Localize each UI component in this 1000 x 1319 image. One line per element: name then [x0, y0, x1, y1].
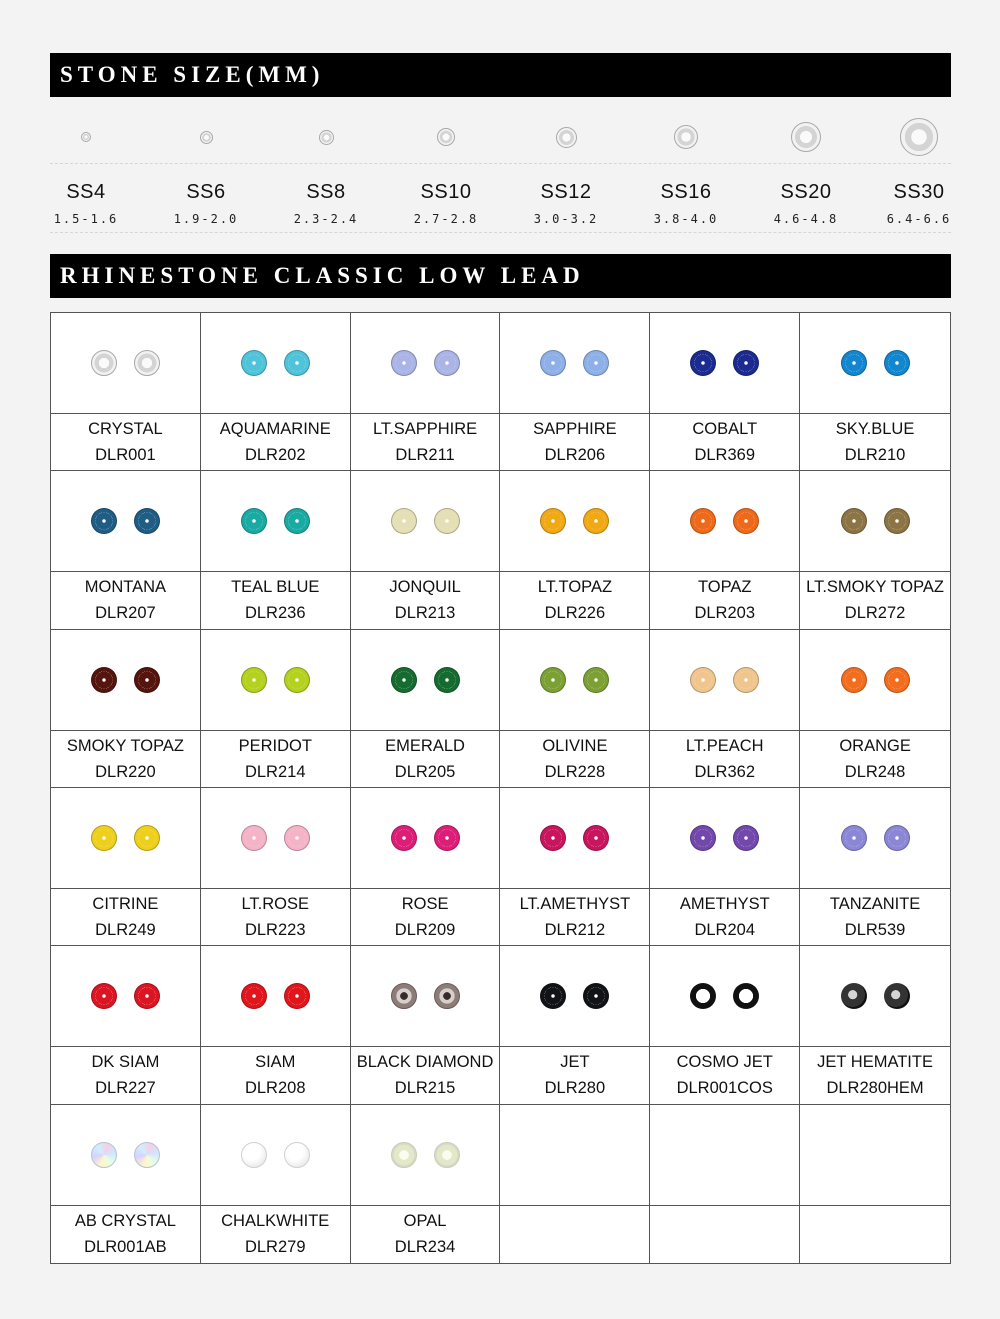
color-code: DLR369	[694, 446, 756, 465]
rhinestone-icon	[134, 825, 160, 851]
color-label	[51, 1047, 200, 1103]
rhinestone-icon	[134, 667, 160, 693]
rhinestone-icon	[791, 122, 821, 152]
size-label: SS12	[540, 181, 592, 203]
color-chart-grid	[50, 312, 951, 1264]
color-label	[51, 572, 200, 628]
color-code: DLR210	[844, 446, 906, 465]
color-code: DLR205	[394, 762, 456, 781]
color-cell-dlr212	[500, 788, 650, 946]
stone-swatch	[201, 313, 350, 414]
size-stone	[674, 110, 698, 164]
rhinestone-icon	[391, 983, 417, 1009]
color-cell-dlr220	[51, 630, 201, 788]
color-label	[650, 731, 799, 787]
size-item-ss10	[386, 110, 506, 235]
color-name: LT.SMOKY TOPAZ	[806, 578, 944, 597]
color-label	[351, 414, 500, 470]
color-code: DLR212	[544, 921, 606, 940]
rhinestone-icon	[583, 508, 609, 534]
color-name: LT.AMETHYST	[519, 895, 631, 914]
color-label	[650, 414, 799, 470]
color-name: COBALT	[692, 420, 758, 439]
rhinestone-icon	[583, 667, 609, 693]
color-cell-dlr362	[650, 630, 800, 788]
size-stone	[900, 110, 938, 164]
color-name: LT.SAPPHIRE	[372, 420, 478, 439]
rhinestone-icon	[434, 825, 460, 851]
color-code: DLR362	[694, 762, 756, 781]
rhinestone-icon	[241, 667, 267, 693]
stone-swatch	[51, 788, 200, 889]
color-name: PERIDOT	[238, 736, 312, 755]
size-stone	[200, 110, 213, 164]
color-label	[650, 889, 799, 945]
color-name: AB CRYSTAL	[74, 1212, 176, 1231]
color-code: DLR001	[95, 446, 156, 465]
rhinestone-icon	[241, 983, 267, 1009]
color-code: DLR214	[244, 762, 306, 781]
color-label	[201, 1206, 350, 1263]
color-cell-dlr203	[650, 471, 800, 629]
size-stone	[437, 110, 455, 164]
color-code: DLR227	[95, 1079, 156, 1098]
color-code: DLR280HEM	[826, 1079, 924, 1098]
rhinestone-icon	[91, 1142, 117, 1168]
color-cell-dlr001cos	[650, 946, 800, 1104]
size-item-ss16	[626, 110, 746, 235]
rhinestone-icon	[434, 983, 460, 1009]
rhinestone-icon	[841, 825, 867, 851]
rhinestone-icon	[284, 825, 310, 851]
color-cell-dlr369	[650, 313, 800, 471]
rhinestone-icon	[91, 825, 117, 851]
rhinestone-icon	[690, 983, 716, 1009]
stone-swatch	[500, 313, 649, 414]
color-label	[351, 1047, 500, 1103]
rhinestone-icon	[690, 508, 716, 534]
color-cell-dlr204	[650, 788, 800, 946]
rhinestone-icon	[884, 667, 910, 693]
color-cell-dlr227	[51, 946, 201, 1104]
color-name: JET HEMATITE	[817, 1053, 933, 1072]
color-cell-dlr215	[351, 946, 501, 1104]
color-cell-dlr208	[201, 946, 351, 1104]
stone-swatch	[51, 313, 200, 414]
color-code: DLR202	[244, 446, 306, 465]
color-cell-dlr214	[201, 630, 351, 788]
stone-swatch	[201, 630, 350, 731]
size-label: SS8	[306, 181, 346, 203]
color-label	[500, 1206, 649, 1263]
rhinestone-icon	[134, 1142, 160, 1168]
color-label	[51, 731, 200, 787]
empty-cell	[800, 1105, 950, 1263]
rhinestone-icon	[733, 983, 759, 1009]
size-mm: 3.8-4.0	[653, 212, 719, 226]
rhinestone-icon	[241, 508, 267, 534]
size-stone	[319, 110, 334, 164]
size-item-ss20	[746, 110, 866, 235]
size-mm: 2.3-2.4	[293, 212, 359, 226]
rhinestone-icon	[434, 1142, 460, 1168]
color-label	[800, 1047, 950, 1103]
stone-swatch	[351, 1105, 500, 1206]
size-label: SS6	[186, 181, 226, 203]
rhinestone-icon	[241, 1142, 267, 1168]
color-label	[650, 572, 799, 628]
color-label	[351, 731, 500, 787]
color-label	[500, 414, 649, 470]
rhinestone-icon	[583, 983, 609, 1009]
rhinestone-icon	[583, 825, 609, 851]
stone-swatch	[800, 471, 950, 572]
rhinestone-icon	[91, 667, 117, 693]
color-code: DLR209	[394, 921, 456, 940]
color-label	[500, 1047, 649, 1103]
color-cell-dlr223	[201, 788, 351, 946]
color-cell-dlr210	[800, 313, 950, 471]
color-code: DLR213	[394, 604, 456, 623]
color-code: DLR249	[95, 921, 156, 940]
color-code: DLR539	[844, 921, 906, 940]
rhinestone-icon	[91, 508, 117, 534]
color-name: DK SIAM	[91, 1053, 160, 1072]
color-name: SIAM	[255, 1053, 296, 1072]
color-label	[51, 1206, 200, 1263]
rhinestone-icon	[91, 983, 117, 1009]
rhinestone-icon	[841, 983, 867, 1009]
color-name: JET	[560, 1053, 590, 1072]
rhinestone-icon	[733, 350, 759, 376]
color-name: SMOKY TOPAZ	[66, 736, 184, 755]
rhinestone-icon	[884, 825, 910, 851]
size-mm: 2.7-2.8	[413, 212, 479, 226]
size-mm: 4.6-4.8	[773, 212, 839, 226]
rhinestone-icon	[241, 825, 267, 851]
size-mm: 3.0-3.2	[533, 212, 599, 226]
color-cell-dlr280hem	[800, 946, 950, 1104]
rhinestone-icon	[540, 825, 566, 851]
rhinestone-icon	[284, 508, 310, 534]
color-cell-dlr539	[800, 788, 950, 946]
empty-cell	[650, 1105, 800, 1263]
size-stone	[556, 110, 577, 164]
stone-swatch	[500, 946, 649, 1047]
size-label: SS20	[780, 181, 832, 203]
rhinestone-icon	[319, 130, 334, 145]
color-cell-dlr236	[201, 471, 351, 629]
color-label	[351, 572, 500, 628]
color-name: CITRINE	[92, 895, 159, 914]
size-item-ss30	[859, 110, 979, 235]
color-cell-dlr228	[500, 630, 650, 788]
rhinestone-icon	[284, 1142, 310, 1168]
color-code: DLR279	[244, 1238, 306, 1257]
color-name: OPAL	[403, 1212, 447, 1231]
stone-swatch	[51, 946, 200, 1047]
color-cell-dlr202	[201, 313, 351, 471]
color-label	[51, 889, 200, 945]
stone-swatch	[800, 630, 950, 731]
size-mm: 1.9-2.0	[173, 212, 239, 226]
color-name: LT.TOPAZ	[537, 578, 613, 597]
size-stone	[81, 110, 91, 164]
color-label	[650, 1047, 799, 1103]
size-item-ss6	[146, 110, 266, 235]
stone-swatch	[650, 471, 799, 572]
color-name: TEAL BLUE	[231, 578, 320, 597]
rhinestone-icon	[733, 508, 759, 534]
color-code: DLR204	[694, 921, 756, 940]
stone-swatch	[650, 630, 799, 731]
stone-swatch	[800, 946, 950, 1047]
rhinestone-icon	[674, 125, 698, 149]
color-code: DLR215	[394, 1079, 456, 1098]
color-code: DLR280	[544, 1079, 606, 1098]
color-code: DLR211	[395, 446, 455, 465]
stone-swatch	[500, 1105, 649, 1206]
rhinestone-icon	[733, 825, 759, 851]
size-mm: 6.4-6.6	[886, 212, 952, 226]
color-cell-dlr001	[51, 313, 201, 471]
stone-size-row	[50, 110, 951, 235]
empty-cell	[500, 1105, 650, 1263]
rhinestone-icon	[733, 667, 759, 693]
size-label: SS16	[660, 181, 712, 203]
rhinestone-icon	[540, 667, 566, 693]
color-name: LT.PEACH	[685, 736, 764, 755]
color-cell-dlr226	[500, 471, 650, 629]
rhinestone-icon	[884, 350, 910, 376]
rhinestone-icon	[391, 667, 417, 693]
color-label	[351, 1206, 500, 1263]
stone-swatch	[800, 788, 950, 889]
stone-swatch	[500, 630, 649, 731]
rhinestone-icon	[540, 350, 566, 376]
rhinestone-icon	[841, 350, 867, 376]
stone-swatch	[351, 946, 500, 1047]
color-label	[800, 889, 950, 945]
stone-swatch	[201, 471, 350, 572]
color-code: DLR223	[244, 921, 306, 940]
rhinestone-icon	[556, 127, 577, 148]
color-label	[51, 414, 200, 470]
color-name: COSMO JET	[676, 1053, 773, 1072]
rhinestone-icon	[81, 132, 91, 142]
color-code: DLR234	[394, 1238, 456, 1257]
rhinestone-icon	[583, 350, 609, 376]
size-label: SS30	[893, 181, 945, 203]
color-cell-dlr205	[351, 630, 501, 788]
stone-swatch	[351, 788, 500, 889]
rhinestone-icon	[437, 128, 455, 146]
size-item-ss12	[506, 110, 626, 235]
rhinestone-icon	[884, 508, 910, 534]
color-cell-dlr234	[351, 1105, 501, 1263]
color-label	[800, 731, 950, 787]
color-code: DLR226	[544, 604, 606, 623]
color-name: TANZANITE	[829, 895, 921, 914]
stone-swatch	[351, 313, 500, 414]
color-code: DLR203	[694, 604, 756, 623]
color-code: DLR236	[244, 604, 306, 623]
rhinestone-icon	[884, 983, 910, 1009]
color-name: LT.ROSE	[241, 895, 310, 914]
size-mm: 1.5-1.6	[53, 212, 119, 226]
rhinestone-icon	[540, 983, 566, 1009]
rhinestone-icon	[690, 825, 716, 851]
stone-swatch	[500, 788, 649, 889]
color-name: OLIVINE	[542, 736, 608, 755]
rhinestone-icon	[134, 350, 160, 376]
stone-swatch	[51, 1105, 200, 1206]
size-stone	[791, 110, 821, 164]
rhinestone-icon	[900, 118, 938, 156]
color-cell-dlr279	[201, 1105, 351, 1263]
color-label	[201, 731, 350, 787]
color-code: DLR001AB	[84, 1238, 167, 1257]
stone-swatch	[500, 471, 649, 572]
rhinestone-icon	[134, 508, 160, 534]
color-label	[201, 414, 350, 470]
rhinestone-icon	[241, 350, 267, 376]
stone-swatch	[201, 1105, 350, 1206]
stone-swatch	[51, 471, 200, 572]
color-cell-dlr209	[351, 788, 501, 946]
color-cell-dlr207	[51, 471, 201, 629]
rhinestone-icon	[434, 508, 460, 534]
color-name: CRYSTAL	[88, 420, 163, 439]
color-cell-dlr206	[500, 313, 650, 471]
size-item-ss4	[26, 110, 146, 235]
rhinestone-icon	[391, 825, 417, 851]
color-name: SKY.BLUE	[835, 420, 915, 439]
color-name: TOPAZ	[698, 578, 752, 597]
rhinestone-icon	[434, 350, 460, 376]
stone-swatch	[800, 313, 950, 414]
color-label	[800, 414, 950, 470]
color-name: EMERALD	[385, 736, 465, 755]
color-cell-dlr249	[51, 788, 201, 946]
color-code: DLR272	[844, 604, 906, 623]
stone-swatch	[650, 946, 799, 1047]
rhinestone-icon	[284, 983, 310, 1009]
color-label	[800, 572, 950, 628]
color-code: DLR220	[95, 762, 156, 781]
color-code: DLR248	[844, 762, 906, 781]
stone-swatch	[650, 313, 799, 414]
color-name: SAPPHIRE	[533, 420, 617, 439]
rhinestone-icon	[391, 350, 417, 376]
stone-size-heading: STONE SIZE(MM)	[50, 53, 951, 97]
rhinestone-icon	[91, 350, 117, 376]
stone-swatch	[650, 1105, 799, 1206]
color-label	[800, 1206, 950, 1263]
color-label	[500, 889, 649, 945]
rhinestone-icon	[391, 1142, 417, 1168]
color-name: JONQUIL	[389, 578, 461, 597]
color-code: DLR207	[95, 604, 156, 623]
color-label	[650, 1206, 799, 1263]
rhinestone-icon	[540, 508, 566, 534]
color-cell-dlr272	[800, 471, 950, 629]
color-label	[201, 889, 350, 945]
color-cell-dlr280	[500, 946, 650, 1104]
stone-swatch	[201, 946, 350, 1047]
rhinestone-icon	[200, 131, 213, 144]
color-code: DLR001COS	[676, 1079, 773, 1098]
rhinestone-icon	[391, 508, 417, 534]
color-code: DLR228	[544, 762, 606, 781]
size-item-ss8	[266, 110, 386, 235]
rhinestone-icon	[284, 350, 310, 376]
size-label: SS4	[66, 181, 106, 203]
color-label	[500, 572, 649, 628]
color-name: BLACK DIAMOND	[356, 1053, 494, 1072]
color-cell-dlr248	[800, 630, 950, 788]
color-name: CHALKWHITE	[221, 1212, 330, 1231]
stone-swatch	[201, 788, 350, 889]
rhinestone-icon	[134, 983, 160, 1009]
rhinestone-icon	[841, 667, 867, 693]
rhinestone-icon	[690, 667, 716, 693]
stone-swatch	[650, 788, 799, 889]
stone-swatch	[351, 471, 500, 572]
rhinestone-icon	[284, 667, 310, 693]
rhinestone-icon	[841, 508, 867, 534]
color-cell-dlr001ab	[51, 1105, 201, 1263]
color-label	[351, 889, 500, 945]
color-name: AMETHYST	[679, 895, 770, 914]
stone-swatch	[51, 630, 200, 731]
color-name: AQUAMARINE	[219, 420, 331, 439]
color-name: MONTANA	[84, 578, 167, 597]
size-label: SS10	[420, 181, 472, 203]
color-label	[201, 1047, 350, 1103]
stone-swatch	[351, 630, 500, 731]
rhinestone-icon	[690, 350, 716, 376]
stone-swatch	[800, 1105, 950, 1206]
color-cell-dlr213	[351, 471, 501, 629]
color-name: ROSE	[401, 895, 449, 914]
color-name: ORANGE	[839, 736, 911, 755]
rhinestone-icon	[434, 667, 460, 693]
color-label	[500, 731, 649, 787]
color-code: DLR206	[544, 446, 606, 465]
rhinestone-classic-heading: RHINESTONE CLASSIC LOW LEAD	[50, 254, 951, 298]
color-cell-dlr211	[351, 313, 501, 471]
color-label	[201, 572, 350, 628]
color-code: DLR208	[244, 1079, 306, 1098]
